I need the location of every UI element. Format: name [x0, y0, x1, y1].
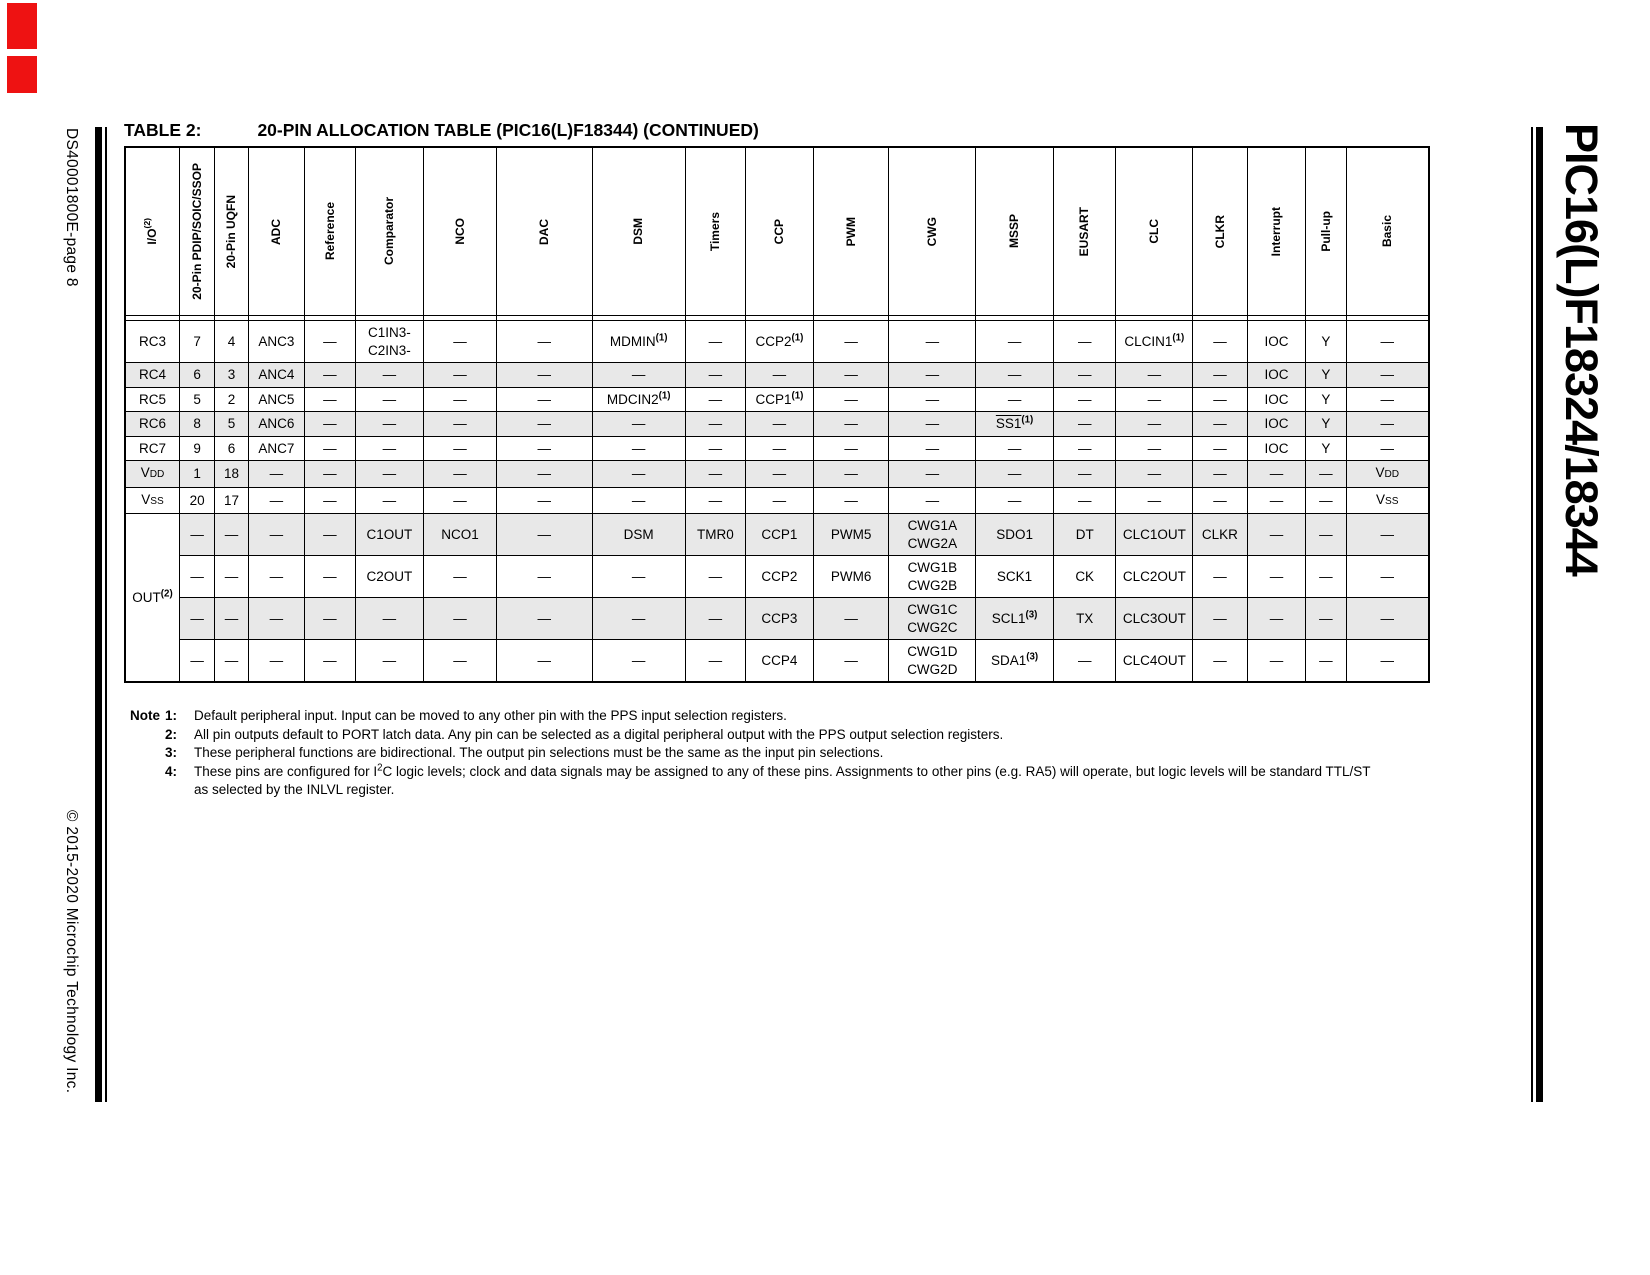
table-row	[125, 436, 1429, 461]
table-cell: —	[424, 412, 497, 437]
table-cell: CK	[1053, 556, 1116, 598]
table-cell: —	[685, 461, 746, 488]
table-cell: —	[496, 321, 592, 363]
table-cell: —	[1116, 436, 1193, 461]
table-cell: —	[1247, 461, 1306, 488]
table-cell: DT	[1053, 514, 1116, 556]
table-cell: —	[180, 640, 215, 683]
table-cell: 18	[215, 461, 248, 488]
table-cell: —	[889, 412, 976, 437]
table-cell: —	[496, 487, 592, 514]
table-cell: —	[496, 461, 592, 488]
table-cell: —	[976, 436, 1054, 461]
row-label-cell: VDD	[125, 461, 180, 488]
table-cell: —	[813, 321, 889, 363]
table-cell: IOC	[1247, 321, 1306, 363]
column-header: CLKR	[1193, 147, 1248, 316]
table-cell: —	[1116, 461, 1193, 488]
table-cell: —	[746, 461, 814, 488]
note-text: All pin outputs default to PORT latch data. Any pin can be selected as a digital peripheral output with the PPS output selection registers.	[194, 726, 1004, 742]
table-cell: CLC4OUT	[1116, 640, 1193, 683]
table-cell: SCL1$^{(3)}$	[976, 598, 1054, 640]
table-cell: —	[813, 640, 889, 683]
table-cell: —	[1053, 461, 1116, 488]
table-cell: 6	[180, 363, 215, 388]
table-cell: —	[305, 387, 355, 412]
table-cell: —	[1346, 321, 1429, 363]
table-cell: —	[496, 363, 592, 388]
table-cell: —	[889, 321, 976, 363]
table-cell: —	[592, 461, 685, 488]
table-cell: —	[424, 321, 497, 363]
table-cell: —	[355, 640, 424, 683]
table-row	[125, 556, 1429, 598]
table-cell: ANC6	[248, 412, 305, 437]
table-cell: C1IN3- C2IN3-	[355, 321, 424, 363]
table-cell: CLC3OUT	[1116, 598, 1193, 640]
table-cell: CWG1A CWG2A	[889, 514, 976, 556]
note-label: Note	[130, 708, 160, 723]
table-cell: —	[1346, 387, 1429, 412]
note-item	[130, 707, 1384, 725]
table-cell: —	[424, 598, 497, 640]
table-cell: —	[424, 436, 497, 461]
table-cell: 5	[180, 387, 215, 412]
note-number: 3:	[165, 745, 178, 760]
table-cell: —	[592, 640, 685, 683]
table-cell: —	[496, 436, 592, 461]
table-cell: —	[215, 640, 248, 683]
table-cell: —	[1116, 412, 1193, 437]
table-cell: —	[1193, 387, 1248, 412]
table-cell: —	[496, 598, 592, 640]
column-header: Pull-up	[1306, 147, 1346, 316]
row-label-cell: OUT$^{(2)}$	[125, 514, 180, 683]
table-cell: CCP1$^{(1)}$	[746, 387, 814, 412]
table-cell: —	[592, 412, 685, 437]
notes-section	[130, 707, 1384, 799]
table-cell: CCP3	[746, 598, 814, 640]
table-cell: —	[355, 363, 424, 388]
table-cell: —	[685, 387, 746, 412]
table-cell: —	[685, 321, 746, 363]
page-number-vertical: DS40001800E-page 8	[63, 128, 80, 287]
table-cell: DSM	[592, 514, 685, 556]
table-cell: CLC1OUT	[1116, 514, 1193, 556]
table-cell: —	[248, 461, 305, 488]
column-header: Comparator	[355, 147, 424, 316]
table-cell: —	[685, 436, 746, 461]
note-number: 4:	[165, 763, 178, 779]
table-cell: SCK1	[976, 556, 1054, 598]
table-cell: 3	[215, 363, 248, 388]
table-cell: —	[813, 412, 889, 437]
note-item	[130, 726, 1384, 744]
table-cell: —	[1053, 387, 1116, 412]
pin-allocation-table	[124, 146, 1430, 683]
device-name-vertical: PIC16(L)F18324/18344	[1556, 123, 1607, 576]
table-cell: —	[355, 461, 424, 488]
row-label-cell: RC4	[125, 363, 180, 388]
table-cell: ANC3	[248, 321, 305, 363]
table-cell: —	[976, 387, 1054, 412]
note-text: These pins are configured for $I^2C$ logic levels; clock and data signals may be assigned to any of these pins. Assignments to other pins (e.g. RA5) will operate, but logic levels will be standard TTL/ST as selected by the INLVL register.	[194, 762, 1371, 797]
table-cell: —	[248, 598, 305, 640]
row-label-cell: RC7	[125, 436, 180, 461]
table-cell: —	[305, 363, 355, 388]
table-cell: —	[1053, 321, 1116, 363]
table-cell: —	[305, 514, 355, 556]
row-label-cell: RC5	[125, 387, 180, 412]
row-label-cell: RC3	[125, 321, 180, 363]
column-header: CWG	[889, 147, 976, 316]
table-cell: —	[1346, 640, 1429, 683]
table-cell: —	[813, 598, 889, 640]
table-cell: —	[1306, 640, 1346, 683]
note-text: Default peripheral input. Input can be moved to any other pin with the PPS input selection registers.	[194, 708, 787, 723]
table-cell: —	[889, 436, 976, 461]
right-page-rule-thick	[1536, 127, 1543, 1102]
table-row	[125, 363, 1429, 388]
table-cell: —	[813, 487, 889, 514]
table-cell: —	[496, 387, 592, 412]
table-cell: —	[1193, 412, 1248, 437]
table-cell: —	[355, 412, 424, 437]
table-cell: CLC2OUT	[1116, 556, 1193, 598]
table-cell: 1	[180, 461, 215, 488]
table-cell: —	[685, 556, 746, 598]
table-cell: —	[180, 514, 215, 556]
table-cell: —	[1116, 487, 1193, 514]
table-cell: —	[1306, 556, 1346, 598]
table-cell: —	[496, 640, 592, 683]
table-cell: IOC	[1247, 436, 1306, 461]
table-cell: —	[746, 487, 814, 514]
table-cell: —	[355, 436, 424, 461]
right-page-rule-thin	[1531, 127, 1533, 1102]
table-cell: 8	[180, 412, 215, 437]
table-title	[124, 119, 759, 141]
table-cell: —	[1193, 640, 1248, 683]
table-cell: —	[1247, 556, 1306, 598]
table-cell: —	[305, 487, 355, 514]
table-cell: —	[424, 363, 497, 388]
table-cell: —	[496, 514, 592, 556]
table-cell: PWM5	[813, 514, 889, 556]
column-header: EUSART	[1053, 147, 1116, 316]
table-cell: NCO1	[424, 514, 497, 556]
table-cell: C1OUT	[355, 514, 424, 556]
table-cell: —	[976, 363, 1054, 388]
table-cell: 20	[180, 487, 215, 514]
table-cell: 17	[215, 487, 248, 514]
table-cell: —	[889, 363, 976, 388]
table-row	[125, 412, 1429, 437]
table-cell: Y	[1306, 321, 1346, 363]
table-cell: —	[424, 487, 497, 514]
column-header: Basic	[1346, 147, 1429, 316]
table-cell: —	[1053, 412, 1116, 437]
table-cell: 5	[215, 412, 248, 437]
table-cell: —	[1306, 514, 1346, 556]
table-cell: —	[424, 387, 497, 412]
table-cell: —	[424, 640, 497, 683]
table-cell: —	[180, 556, 215, 598]
table-cell: ANC4	[248, 363, 305, 388]
table-cell: —	[889, 387, 976, 412]
table-cell: —	[355, 487, 424, 514]
table-cell: —	[685, 640, 746, 683]
column-header: Timers	[685, 147, 746, 316]
table-cell: —	[424, 556, 497, 598]
table-cell: —	[813, 461, 889, 488]
table-cell: MDCIN2$^{(1)}$	[592, 387, 685, 412]
table-cell: —	[592, 598, 685, 640]
note-number: 1:	[165, 708, 178, 723]
table-title-text: 20-PIN ALLOCATION TABLE (PIC16(L)F18344) (CONTINUED)	[257, 120, 759, 140]
table-cell: VSS	[1346, 487, 1429, 514]
column-header: $I/O^{(2)}$	[125, 147, 180, 316]
row-label-cell: VSS	[125, 487, 180, 514]
table-cell: —	[1116, 387, 1193, 412]
table-cell: —	[1306, 487, 1346, 514]
table-cell: CWG1C CWG2C	[889, 598, 976, 640]
table-cell: CCP4	[746, 640, 814, 683]
table-cell: —	[1116, 363, 1193, 388]
table-cell: SDO1	[976, 514, 1054, 556]
table-cell: —	[1193, 598, 1248, 640]
table-cell: 4	[215, 321, 248, 363]
table-cell: —	[1193, 556, 1248, 598]
table-row	[125, 461, 1429, 488]
table-cell: —	[746, 412, 814, 437]
table-cell: ANC5	[248, 387, 305, 412]
table-cell: —	[1193, 321, 1248, 363]
column-header: NCO	[424, 147, 497, 316]
table-cell: —	[1346, 556, 1429, 598]
left-page-rule-thin	[105, 127, 107, 1102]
left-page-rule-thick	[95, 127, 102, 1102]
table-cell: 2	[215, 387, 248, 412]
column-header: 20-Pin UQFN	[215, 147, 248, 316]
note-text: These peripheral functions are bidirectional. The output pin selections must be the same as the input pin selections.	[194, 745, 884, 760]
table-row	[125, 640, 1429, 683]
table-cell: —	[813, 436, 889, 461]
table-cell: CCP2$^{(1)}$	[746, 321, 814, 363]
table-cell: IOC	[1247, 412, 1306, 437]
column-header: 20-Pin PDIP/SOIC/SSOP	[180, 147, 215, 316]
table-cell: —	[685, 363, 746, 388]
table-cell: —	[496, 556, 592, 598]
table-cell: —	[424, 461, 497, 488]
table-cell: —	[813, 363, 889, 388]
table-cell: 7	[180, 321, 215, 363]
column-header: CCP	[746, 147, 814, 316]
table-cell: —	[215, 556, 248, 598]
table-cell: —	[976, 321, 1054, 363]
table-cell: —	[1346, 598, 1429, 640]
table-cell: —	[1193, 363, 1248, 388]
table-cell: —	[355, 387, 424, 412]
column-header: DSM	[592, 147, 685, 316]
table-cell: 9	[180, 436, 215, 461]
table-cell: —	[248, 514, 305, 556]
column-header: Interrupt	[1247, 147, 1306, 316]
table-row	[125, 387, 1429, 412]
table-row	[125, 514, 1429, 556]
table-cell: —	[305, 461, 355, 488]
table-cell: SDA1$^{(3)}$	[976, 640, 1054, 683]
column-header: Reference	[305, 147, 355, 316]
table-cell: —	[1247, 640, 1306, 683]
table-cell: CCP2	[746, 556, 814, 598]
table-cell: —	[180, 598, 215, 640]
table-cell: —	[1346, 363, 1429, 388]
table-cell: —	[592, 556, 685, 598]
table-cell: Y	[1306, 412, 1346, 437]
row-label-cell: RC6	[125, 412, 180, 437]
table-cell: —	[746, 363, 814, 388]
table-cell: ANC7	[248, 436, 305, 461]
table-cell: —	[1346, 514, 1429, 556]
table-row	[125, 598, 1429, 640]
table-cell: —	[305, 598, 355, 640]
table-cell: Y	[1306, 436, 1346, 461]
table-row	[125, 487, 1429, 514]
table-cell: —	[355, 598, 424, 640]
column-header: DAC	[496, 147, 592, 316]
table-cell: PWM6	[813, 556, 889, 598]
column-header: CLC	[1116, 147, 1193, 316]
table-cell: —	[889, 487, 976, 514]
table-cell: —	[248, 640, 305, 683]
table-cell: CWG1B CWG2B	[889, 556, 976, 598]
table-cell: C2OUT	[355, 556, 424, 598]
table-cell: CLKR	[1193, 514, 1248, 556]
table-cell: Y	[1306, 387, 1346, 412]
table-cell: —	[592, 363, 685, 388]
table-cell: SS1$^{(1)}$	[976, 412, 1054, 437]
column-header: ADC	[248, 147, 305, 316]
table-title-label: TABLE 2:	[124, 120, 202, 140]
table-cell: —	[1053, 487, 1116, 514]
table-cell: TX	[1053, 598, 1116, 640]
column-header: PWM	[813, 147, 889, 316]
column-header: MSSP	[976, 147, 1054, 316]
note-number: 2:	[165, 726, 178, 742]
table-cell: VDD	[1346, 461, 1429, 488]
note-item	[130, 763, 1384, 799]
table-cell: —	[1053, 436, 1116, 461]
table-cell: —	[746, 436, 814, 461]
table-cell: —	[305, 640, 355, 683]
table-cell: —	[215, 598, 248, 640]
table-cell: —	[1306, 461, 1346, 488]
table-row	[125, 321, 1429, 363]
table-cell: MDMIN$^{(1)}$	[592, 321, 685, 363]
red-marker-bottom	[7, 56, 37, 93]
table-cell: —	[1346, 436, 1429, 461]
table-cell: —	[248, 487, 305, 514]
note-item	[130, 744, 1384, 762]
table-cell: —	[305, 412, 355, 437]
table-cell: —	[1193, 461, 1248, 488]
table-cell: Y	[1306, 363, 1346, 388]
table-cell: —	[215, 514, 248, 556]
table-cell: TMR0	[685, 514, 746, 556]
table-cell: —	[889, 461, 976, 488]
table-cell: —	[1306, 598, 1346, 640]
table-cell: —	[685, 598, 746, 640]
table-cell: CLCIN1$^{(1)}$	[1116, 321, 1193, 363]
table-cell: —	[305, 556, 355, 598]
table-cell: —	[685, 487, 746, 514]
table-cell: —	[685, 412, 746, 437]
table-cell: —	[1247, 487, 1306, 514]
table-cell: —	[1346, 412, 1429, 437]
table-cell: —	[1053, 363, 1116, 388]
table-header	[125, 147, 1429, 316]
table-cell: —	[813, 387, 889, 412]
table-cell: —	[305, 436, 355, 461]
red-marker-top	[7, 3, 37, 49]
header-row	[125, 147, 1429, 316]
table-cell: —	[305, 321, 355, 363]
table-cell: —	[248, 556, 305, 598]
table-cell: —	[976, 461, 1054, 488]
table-body	[125, 316, 1429, 683]
table-cell: —	[1193, 436, 1248, 461]
table-cell: 6	[215, 436, 248, 461]
table-cell: CWG1D CWG2D	[889, 640, 976, 683]
copyright-vertical: © 2015-2020 Microchip Technology Inc.	[63, 810, 80, 1094]
table-cell: —	[592, 436, 685, 461]
table-cell: —	[1247, 598, 1306, 640]
table-cell: —	[1053, 640, 1116, 683]
table-cell: —	[976, 487, 1054, 514]
table-cell: —	[1247, 514, 1306, 556]
table-cell: CCP1	[746, 514, 814, 556]
table-cell: —	[1193, 487, 1248, 514]
table-cell: IOC	[1247, 363, 1306, 388]
table-cell: IOC	[1247, 387, 1306, 412]
table-cell: —	[496, 412, 592, 437]
table-cell: —	[592, 487, 685, 514]
